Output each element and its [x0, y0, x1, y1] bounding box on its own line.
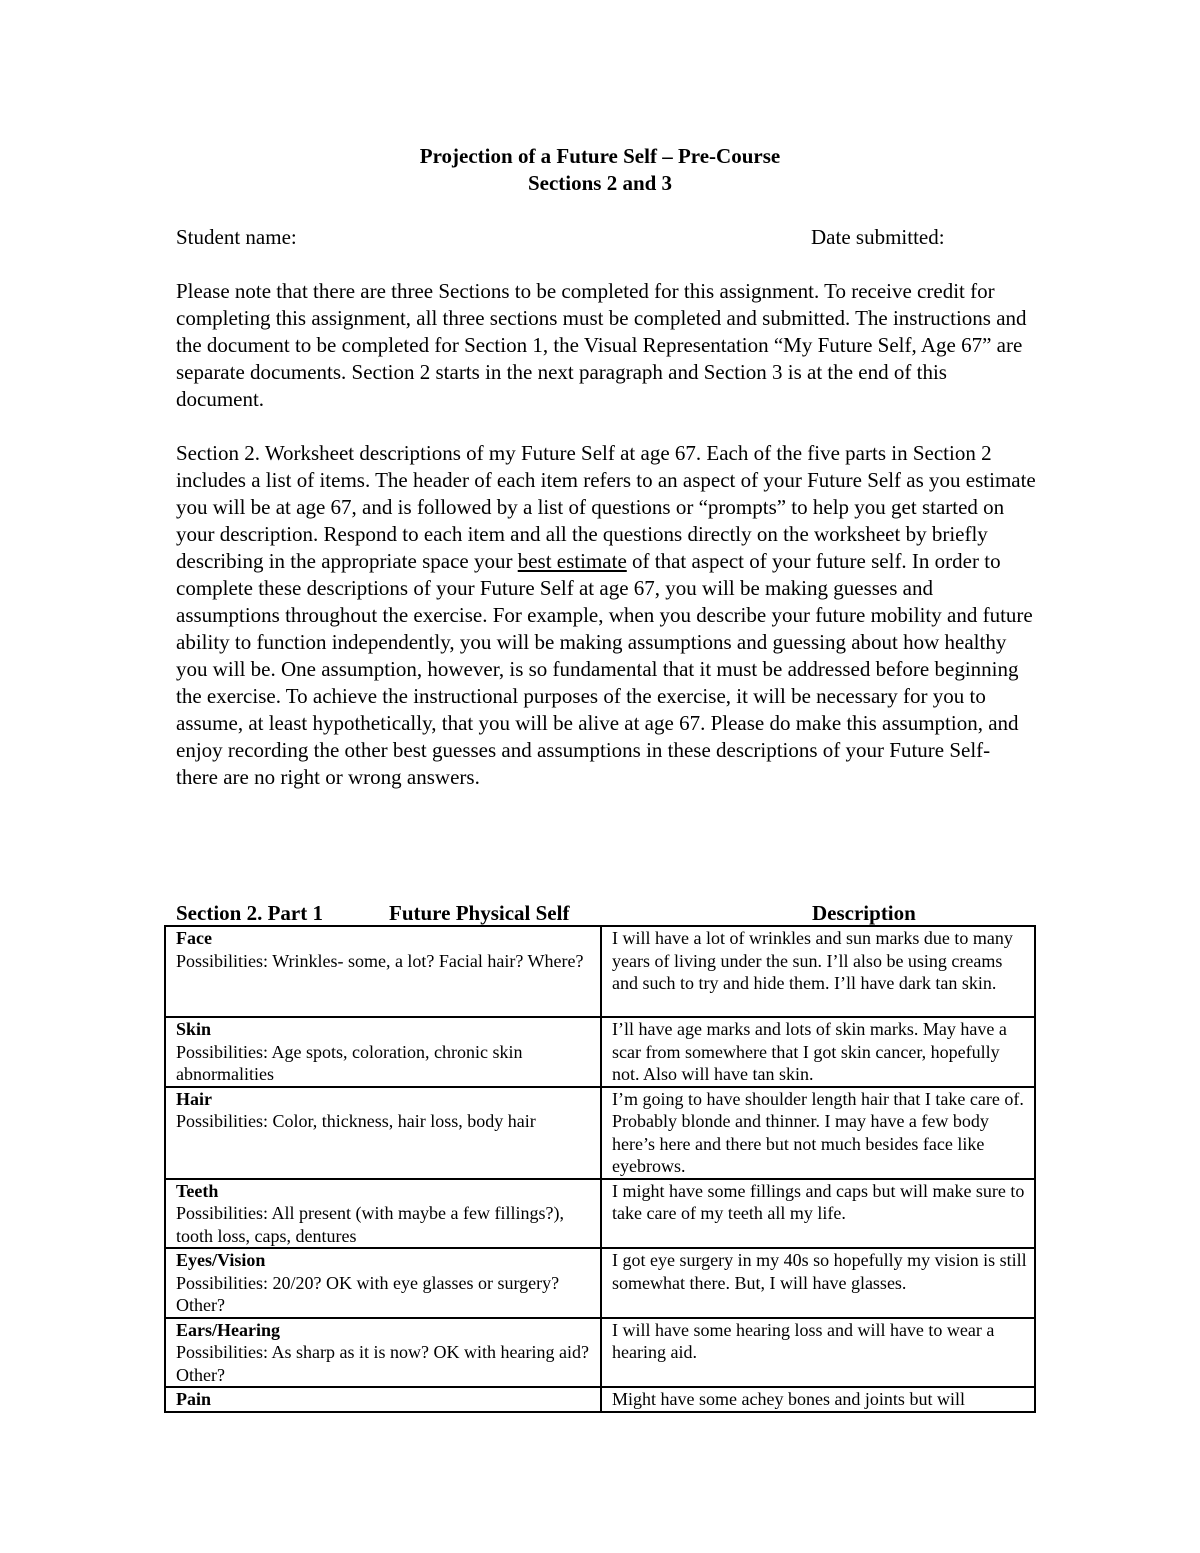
physical-self-table	[164, 925, 1036, 1413]
section-part-label: Section 2. Part 1	[176, 901, 323, 925]
table-row	[165, 1318, 1035, 1388]
item-prompt: Possibilities: 20/20? OK with eye glasses or surgery? Other?	[176, 1272, 560, 1315]
answer-cell[interactable]: I’m going to have shoulder length hair that I take care of. Probably blonde and thinner. I may have a few body here’s here and there but not much besides face like eyebrows.	[601, 1087, 1035, 1179]
item-cell	[165, 1387, 601, 1412]
item-prompt: Possibilities: Age spots, coloration, chronic skin abnormalities	[176, 1041, 523, 1084]
item-heading: Face	[176, 928, 212, 948]
answer-cell[interactable]: I got eye surgery in my 40s so hopefully my vision is still somewhat there. But, I will have glasses.	[601, 1248, 1035, 1318]
document-subtitle: Sections 2 and 3	[527, 171, 673, 195]
item-cell	[165, 926, 601, 1017]
answer-cell[interactable]: I will have some hearing loss and will have to wear a hearing aid.	[601, 1318, 1035, 1388]
item-heading: Skin	[176, 1019, 212, 1039]
description-column-header: Description	[812, 901, 916, 925]
item-cell	[165, 1017, 601, 1087]
table-row	[165, 1087, 1035, 1179]
section2-text-a: Section 2. Worksheet descriptions of my Future Self at age 67. Each of the five parts in Section 2 includes a list of items. The header of each item refers to an aspect of your Future Self as you estimate you will be at age 67, and is followed by a list of questions or “prompts” to help you get started on your description. Respond to each item and all the questions directly on the worksheet by briefly describing in the appropriate space your	[176, 441, 1036, 573]
item-heading: Pain	[176, 1389, 212, 1409]
item-prompt: Possibilities: Wrinkles- some, a lot? Facial hair? Where?	[176, 950, 584, 971]
item-cell	[165, 1318, 601, 1388]
table-row	[165, 1387, 1035, 1412]
answer-cell[interactable]: I will have a lot of wrinkles and sun marks due to many years of living under the sun. I’ll also be using creams and such to try and hide them. I’ll have dark tan skin.	[601, 926, 1035, 1017]
item-heading: Hair	[176, 1088, 212, 1109]
table-row	[165, 1179, 1035, 1249]
answer-cell[interactable]: I’ll have age marks and lots of skin marks. May have a scar from somewhere that I got skin cancer, hopefully not. Also will have tan skin.	[601, 1017, 1035, 1087]
table-row	[165, 1248, 1035, 1318]
section-part-title: Future Physical Self	[389, 901, 570, 925]
student-name-label: Student name:	[176, 225, 297, 249]
table-row	[165, 1017, 1035, 1087]
section2-text-b: of that aspect of your future self. In order to complete these descriptions of your Future Self at age 67, you will be making guesses and assumptions throughout the exercise. For example, when you describe your future mobility and future ability to function independently, you will be making assumptions and guessing about how healthy you will be. One assumption, however, is so fundamental that it must be addressed before beginning the exercise. To achieve the instructional purposes of the exercise, it will be necessary for you to assume, at least hypothetically, that you will be alive at age 67. Please do make this assumption, and enjoy recording the other best guesses and assumptions in these descriptions of your Future Self- there are no right or wrong answers.	[176, 549, 1033, 789]
item-prompt: Possibilities: All present (with maybe a few fillings?), tooth loss, caps, dentures	[176, 1203, 564, 1246]
item-prompt: Possibilities: As sharp as it is now? OK with hearing aid? Other?	[176, 1342, 589, 1385]
date-submitted-label: Date submitted:	[811, 225, 945, 249]
item-cell	[165, 1179, 601, 1249]
answer-cell[interactable]: I might have some fillings and caps but will make sure to take care of my teeth all my life.	[601, 1179, 1035, 1249]
intro-paragraph: Please note that there are three Sections to be completed for this assignment. To receive credit for completing this assignment, all three sections must be completed and submitted. The instructions and the document to be completed for Section 1, the Visual Representation “My Future Self, Age 67” are separate documents. Section 2 starts in the next paragraph and Section 3 is at the end of this document.	[176, 279, 1027, 411]
item-cell	[165, 1087, 601, 1179]
item-heading: Eyes/Vision	[176, 1250, 266, 1270]
item-heading: Teeth	[176, 1180, 219, 1201]
item-prompt: Possibilities: Color, thickness, hair loss, body hair	[176, 1111, 536, 1131]
document-title: Projection of a Future Self – Pre-Course	[419, 144, 781, 168]
best-estimate-underlined: best estimate	[517, 549, 627, 573]
item-cell	[165, 1248, 601, 1318]
table-row	[165, 926, 1035, 1017]
section2-paragraph	[176, 440, 1036, 791]
item-heading: Ears/Hearing	[176, 1319, 280, 1340]
answer-cell[interactable]: Might have some achey bones and joints but will	[601, 1387, 1035, 1412]
